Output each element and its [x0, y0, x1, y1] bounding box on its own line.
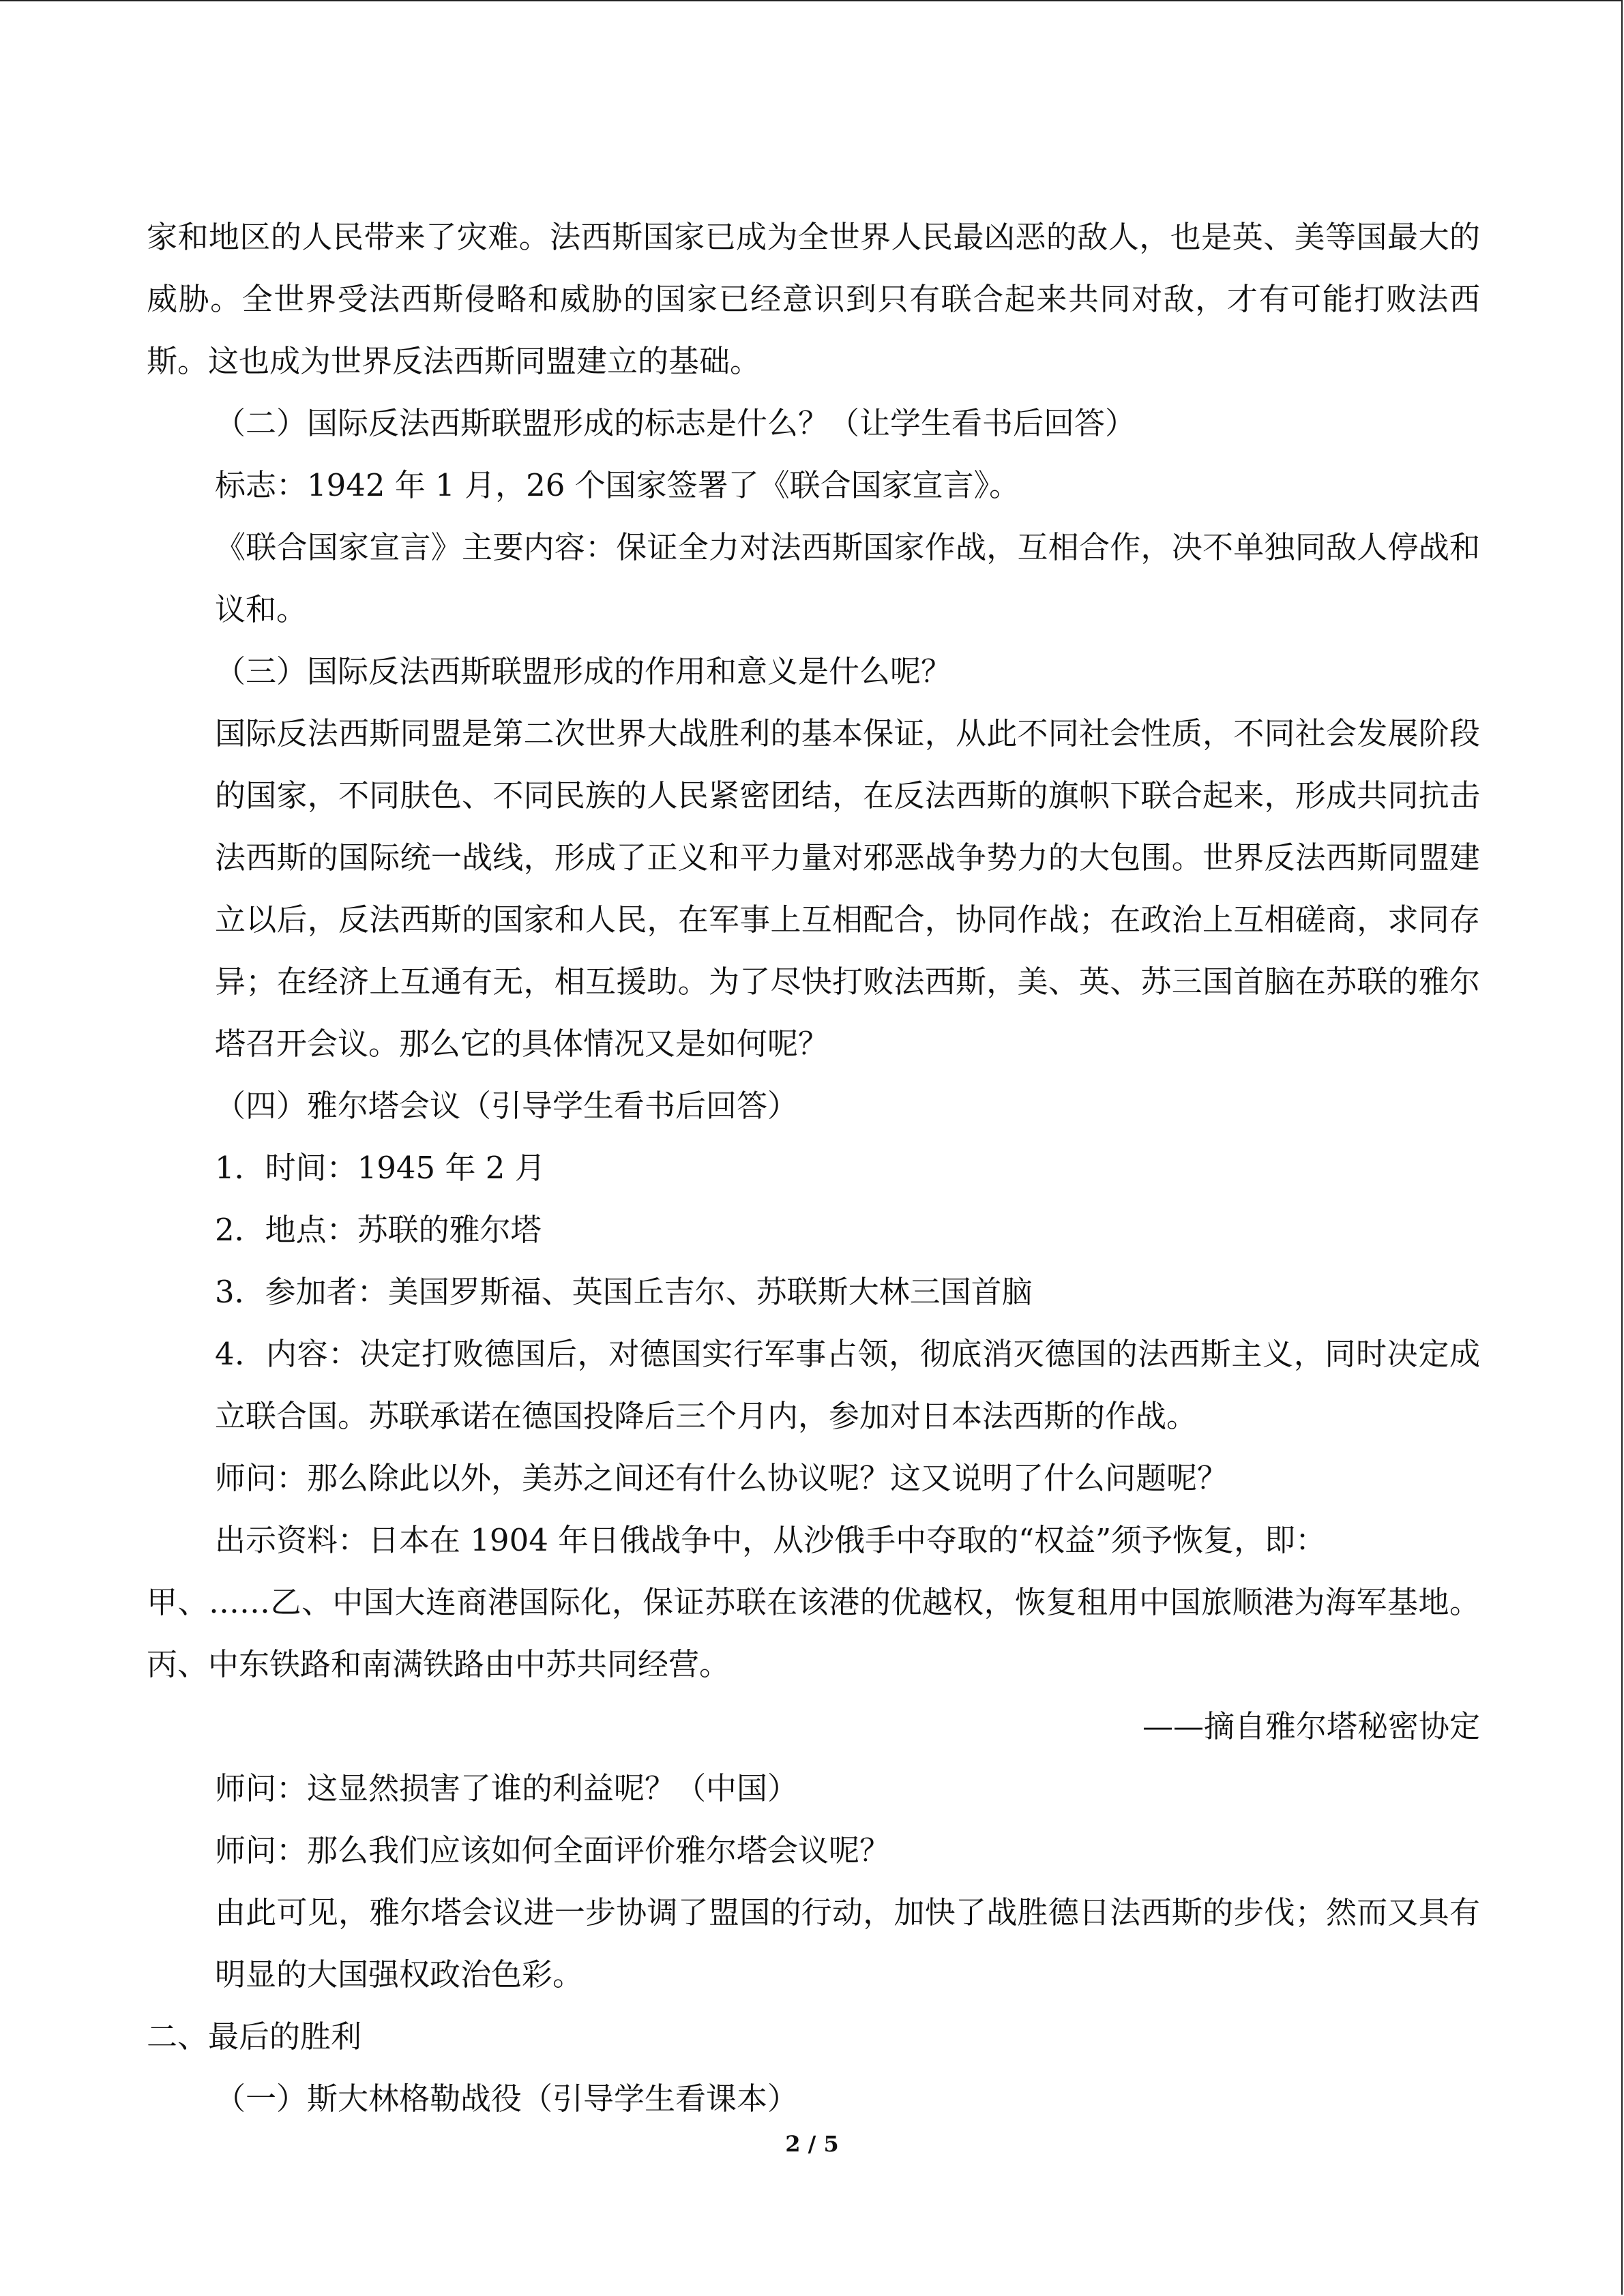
heading-alliance-significance: （三）国际反法西斯联盟形成的作用和意义是什么呢？: [215, 653, 952, 689]
teacher-question-evaluation: 师问：那么我们应该如何全面评价雅尔塔会议呢？: [215, 1832, 891, 1868]
heading-alliance-mark: （二）国际反法西斯联盟形成的标志是什么？（让学生看书后回答）: [215, 405, 1136, 441]
heading-yalta-conference: （四）雅尔塔会议（引导学生看书后回答）: [215, 1088, 799, 1124]
paragraph-mark: 标志：1942 年 1 月，26 个国家签署了《联合国家宣言》。: [215, 467, 1020, 503]
paragraph-yalta-evaluation: 由此可见，雅尔塔会议进一步协调了盟国的行动，加快了战胜德日法西斯的步伐；然而又具有明显的大国强权政治色彩。: [215, 1894, 1480, 1993]
list-item-place: 2．地点：苏联的雅尔塔: [215, 1212, 542, 1248]
subheading-stalingrad: （一）斯大林格勒战役（引导学生看课本）: [215, 2081, 799, 2117]
teacher-question-agreement: 师问：那么除此以外，美苏之间还有什么协议呢？这又说明了什么问题呢？: [215, 1460, 1228, 1496]
paragraph-alliance-significance: 国际反法西斯同盟是第二次世界大战胜利的基本保证，从此不同社会性质，不同社会发展阶段的国家，不同肤色、不同民族的人民紧密团结，在反法西斯的旗帜下联合起来，形成共同抗击法西斯的国际统一战线，形成了正义和平力量对邪恶战争势力的大包围。世界反法西斯同盟建立以后，反法西斯的国家和人民，在军事上互相配合，协同作战；在政治上互相磋商，求同存异；在经济上互通有无，相互援助。为了尽快打败法西斯，美、英、苏三国首脑在苏联的雅尔塔召开会议。那么它的具体情况又是如何呢？: [215, 715, 1480, 1062]
list-item-participants: 3．参加者：美国罗斯福、英国丘吉尔、苏联斯大林三国首脑: [215, 1274, 1033, 1310]
page-number: 2 / 5: [785, 2131, 839, 2157]
teacher-question-interest: 师问：这显然损害了谁的利益呢？（中国）: [215, 1770, 799, 1806]
list-item-time: 1．时间：1945 年 2 月: [215, 1150, 546, 1186]
source-material-text: 甲、……乙、中国大连商港国际化，保证苏联在该港的优越权，恢复租用中国旅顺港为海军基地。丙、中东铁路和南满铁路由中苏共同经营。: [147, 1584, 1480, 1682]
paragraph-declaration-content: 《联合国家宣言》主要内容：保证全力对法西斯国家作战，互相合作，决不单独同敌人停战和议和。: [215, 529, 1480, 627]
list-item-content: 4．内容：决定打败德国后，对德国实行军事占领，彻底消灭德国的法西斯主义，同时决定成立联合国。苏联承诺在德国投降后三个月内，参加对日本法西斯的作战。: [215, 1336, 1480, 1434]
section-heading-final-victory: 二、最后的胜利: [147, 2018, 362, 2055]
document-body: [147, 206, 1480, 2130]
source-citation: ——摘自雅尔塔秘密协定: [1142, 1708, 1480, 1744]
source-material-intro: 出示资料：日本在 1904 年日俄战争中，从沙俄手中夺取的“权益”须予恢复，即：: [215, 1522, 1327, 1558]
paragraph-fascist-threat: 家和地区的人民带来了灾难。法西斯国家已成为全世界人民最凶恶的敌人，也是英、美等国最大的威胁。全世界受法西斯侵略和威胁的国家已经意识到只有联合起来共同对敌，才有可能打败法西斯。这也成为世界反法西斯同盟建立的基础。: [147, 219, 1480, 379]
